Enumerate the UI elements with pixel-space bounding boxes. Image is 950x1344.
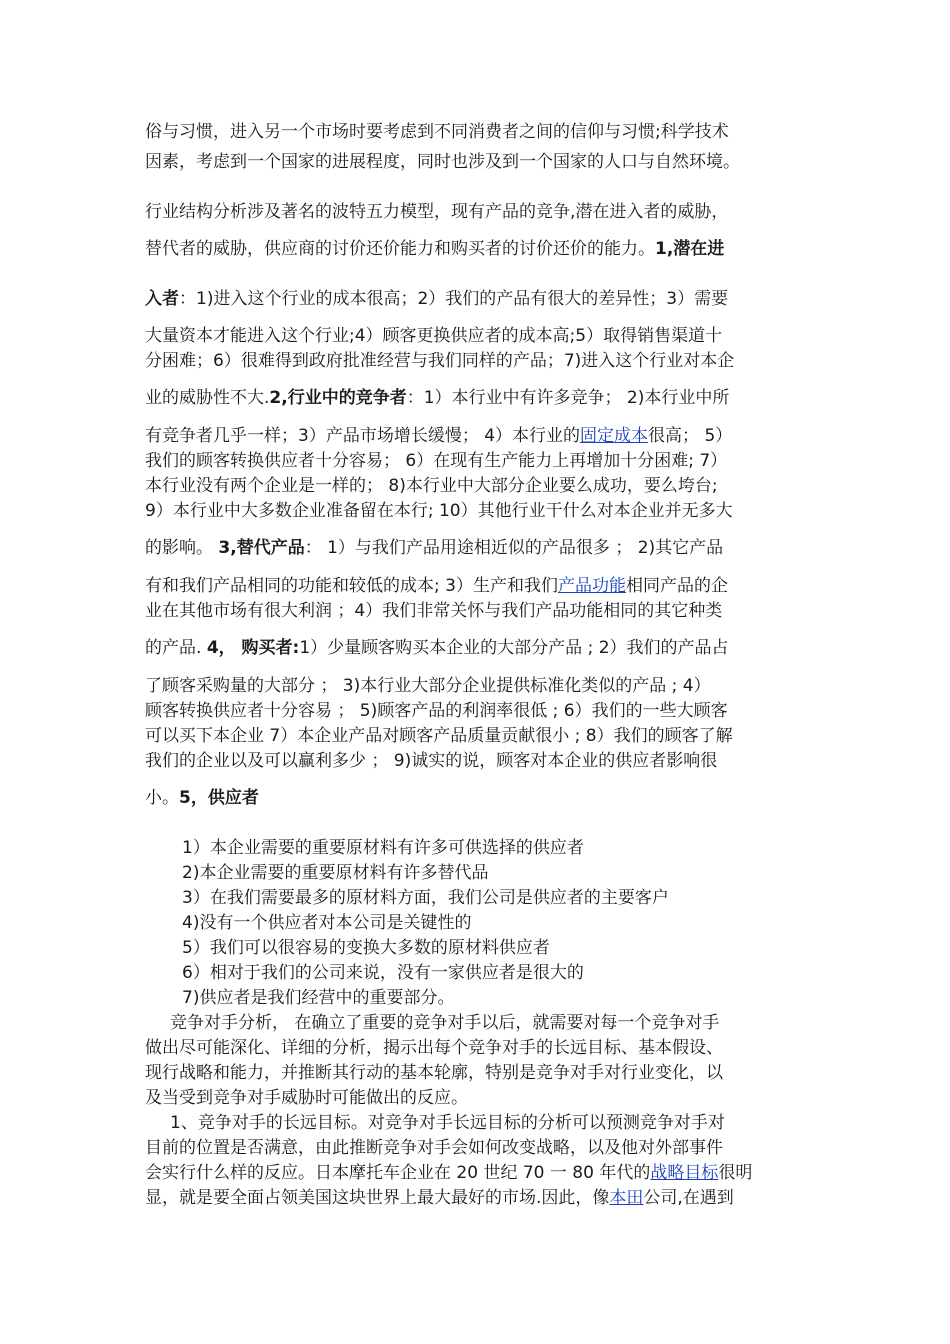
text-span: 6）相对于我们的公司来说，没有一家供应者是很大的 [182, 963, 584, 983]
text-line [145, 324, 815, 348]
text-line [145, 786, 815, 810]
inline-link[interactable]: 固定成本 [580, 426, 649, 446]
bold-text: 3,替代产品 [218, 538, 305, 558]
bold-text: 5，供应者 [179, 788, 259, 808]
text-line [145, 449, 815, 473]
text-span: 替代者的威胁，供应商的讨价还价能力和购买者的讨价还价的能力。 [145, 239, 655, 259]
text-line [145, 1136, 815, 1160]
text-line [145, 1036, 815, 1060]
text-span: 及当受到竞争对手威胁时可能做出的反应。 [145, 1088, 468, 1108]
text-line [145, 536, 815, 560]
text-span: 4)没有一个供应者对本公司是关键性的 [182, 913, 472, 933]
text-line [145, 674, 815, 698]
text-span: 可以买下本企业 7）本企业产品对顾客产品质量贡献很小 ; 8）我们的顾客了解 [145, 726, 733, 746]
text-span: 公司,在遇到 [643, 1188, 734, 1208]
text-span: 本行业没有两个企业是一样的； 8)本行业中大部分企业要么成功，要么垮台; [145, 476, 718, 496]
text-line [145, 386, 815, 410]
text-line [170, 1111, 840, 1135]
text-line [145, 599, 815, 623]
text-line [182, 886, 852, 910]
text-span: 显，就是要全面占领美国这块世界上最大最好的市场.因此，像 [145, 1188, 610, 1208]
text-span: 业在其他市场有很大利润 ；4）我们非常关怀与我们产品功能相同的其它种类 [145, 601, 723, 621]
text-span: 我们的顾客转换供应者十分容易； 6）在现有生产能力上再增加十分困难; 7） [145, 451, 728, 471]
text-span: 3）在我们需要最多的原材料方面，我们公司是供应者的主要客户 [182, 888, 669, 908]
text-span: ：1)进入这个行业的成本很高；2）我们的产品有很大的差异性；3）需要 [179, 289, 729, 309]
text-span: 1）少量顾客购买本企业的大部分产品 ; 2）我们的产品占 [299, 638, 729, 658]
text-line [182, 911, 852, 935]
text-line [145, 349, 815, 373]
text-span: 了顾客采购量的大部分 ； 3)本行业大部分企业提供标准化类似的产品 ; 4） [145, 676, 711, 696]
text-span: 目前的位置是否满意，由此推断竞争对手会如何改变战略，以及他对外部事件 [145, 1138, 723, 1158]
text-line [145, 1186, 815, 1210]
text-span: 相同产品的企 [625, 576, 728, 596]
text-span: 顾客转换供应者十分容易 ； 5)顾客产品的利润率很低 ; 6）我们的一些大顾客 [145, 701, 728, 721]
text-span: 9）本行业中大多数企业准备留在本行; 10）其他行业干什么对本企业并无多大 [145, 501, 733, 521]
bold-text: 潜在进 [673, 239, 725, 259]
text-line [145, 1086, 815, 1110]
text-span: 5）我们可以很容易的变换大多数的原材料供应者 [182, 938, 550, 958]
text-line [145, 150, 815, 174]
text-span: 分困难；6）很难得到政府批准经营与我们同样的产品；7)进入这个行业对本企 [145, 351, 735, 371]
text-line [182, 936, 852, 960]
text-span: ： 1）与我们产品用途相近似的产品很多 ； 2)其它产品 [304, 538, 724, 558]
text-span: 大量资本才能进入这个行业;4）顾客更换供应者的成本高;5）取得销售渠道十 [145, 326, 723, 346]
text-line [145, 1061, 815, 1085]
text-span: 的产品. [145, 638, 207, 658]
text-line [145, 724, 815, 748]
text-line [182, 986, 852, 1010]
text-span: 业的威胁性不大. [145, 388, 270, 408]
text-span: 做出尽可能深化、详细的分析，揭示出每个竞争对手的长远目标、基本假设、 [145, 1038, 723, 1058]
text-line [145, 1161, 815, 1185]
text-span: 的影响。 [145, 538, 219, 558]
text-span: 俗与习惯，进入另一个市场时要考虑到不同消费者之间的信仰与习惯;科学技术 [145, 122, 729, 142]
text-line [182, 961, 852, 985]
text-span: 我们的企业以及可以赢利多少 ； 9)诚实的说，顾客对本企业的供应者影响很 [145, 751, 718, 771]
text-span: 7)供应者是我们经营中的重要部分。 [182, 988, 455, 1008]
text-line [145, 237, 815, 261]
text-span: 会实行什么样的反应。日本摩托车企业在 20 世纪 70 一 80 年代的 [145, 1163, 651, 1183]
inline-link[interactable]: 战略目标 [650, 1163, 719, 1183]
inline-link[interactable]: 产品功能 [557, 576, 626, 596]
text-span: 1、竞争对手的长远目标。对竞争对手长远目标的分析可以预测竞争对手对 [170, 1113, 725, 1133]
bold-text: 4， 购买者: [206, 638, 300, 658]
text-span: 有和我们产品相同的功能和较低的成本; 3）生产和我们 [145, 576, 558, 596]
text-span: 小。 [145, 788, 179, 808]
bold-text: 1, [655, 239, 674, 259]
text-line [145, 120, 815, 144]
text-line [182, 861, 852, 885]
text-span: 现行战略和能力，并推断其行动的基本轮廓，特别是竞争对手对行业变化，以 [145, 1063, 723, 1083]
text-line [145, 574, 815, 598]
text-span: 很高； 5） [648, 426, 733, 446]
text-line [145, 636, 815, 660]
text-span: 因素，考虑到一个国家的进展程度，同时也涉及到一个国家的人口与自然环境。 [145, 152, 740, 172]
text-line [145, 200, 815, 224]
bold-text: 2,行业中的竞争者 [269, 388, 407, 408]
text-span: 很明 [718, 1163, 753, 1183]
text-span: 竞争对手分析， 在确立了重要的竞争对手以后，就需要对每一个竞争对手 [170, 1013, 720, 1033]
text-line [145, 699, 815, 723]
text-span: 1）本企业需要的重要原材料有许多可供选择的供应者 [182, 838, 584, 858]
text-line [145, 474, 815, 498]
bold-text: 入者 [145, 289, 179, 309]
text-span: ：1）本行业中有许多竞争； 2)本行业中所 [406, 388, 730, 408]
text-span: 2)本企业需要的重要原材料有许多替代品 [182, 863, 489, 883]
text-span: 行业结构分析涉及著名的波特五力模型，现有产品的竞争,潜在进入者的威胁， [145, 202, 729, 222]
text-span: 有竞争者几乎一样；3）产品市场增长缓慢； 4）本行业的 [145, 426, 581, 446]
text-line [145, 424, 815, 448]
text-line [170, 1011, 840, 1035]
text-line [145, 499, 815, 523]
text-line [145, 287, 815, 311]
text-line [145, 749, 815, 773]
inline-link[interactable]: 本田 [609, 1188, 644, 1208]
text-line [182, 836, 852, 860]
